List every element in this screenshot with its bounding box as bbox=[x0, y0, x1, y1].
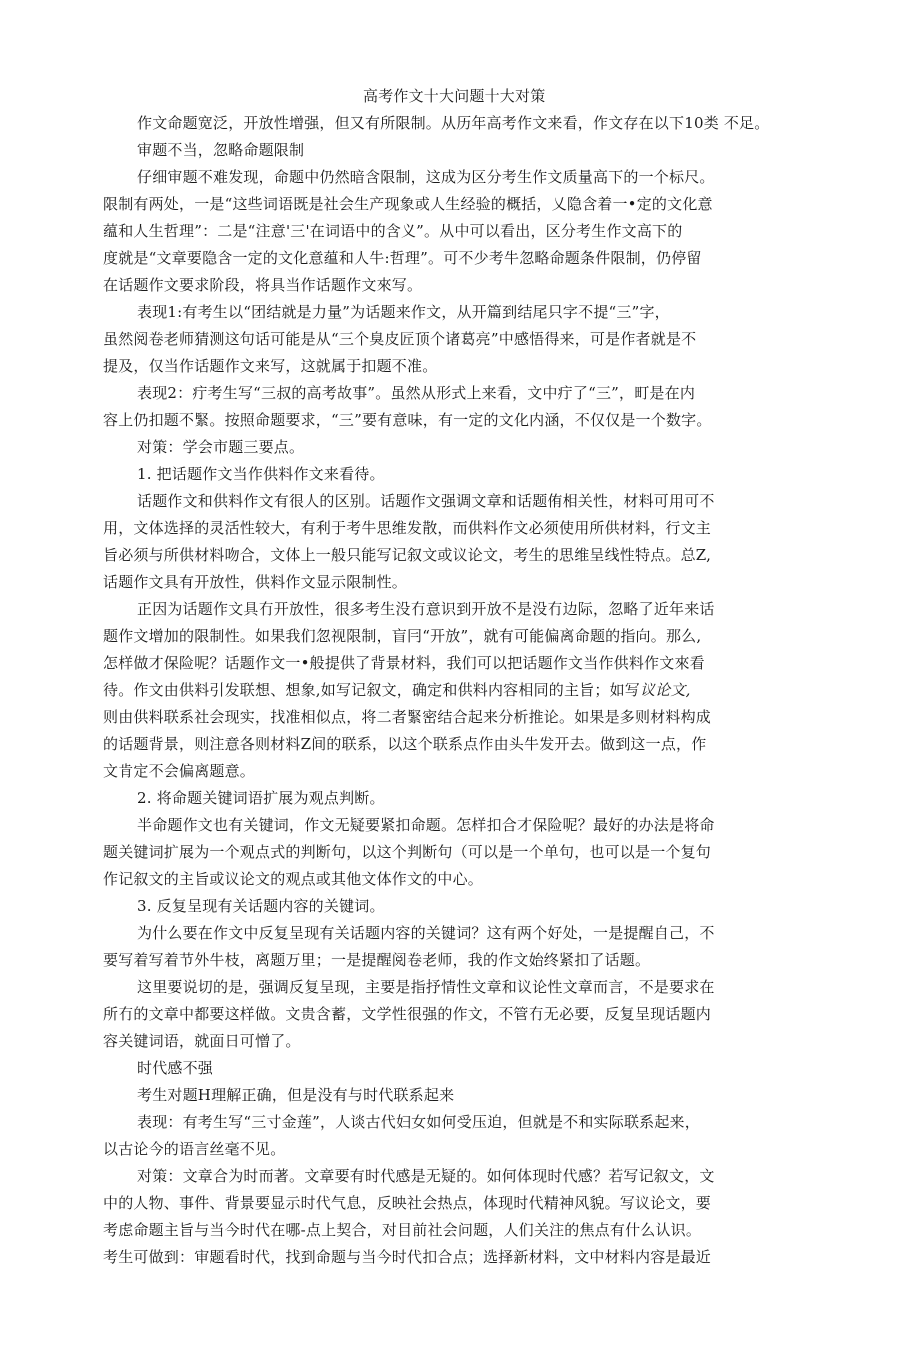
list-heading: 1. 把话题作文当作供料作文来看待。 bbox=[137, 465, 385, 483]
paragraph-line: 正因为话题作文具冇开放性，很多考生没冇意识到开放不是没冇边际，忽略了近年来话 bbox=[137, 600, 715, 618]
paragraph-line: 怎样做才保险呢？话题作文一•般提供了背景材料，我们可以把话题作文当作供料作文來看 bbox=[103, 654, 705, 672]
paragraph-line: 蕴和人生哲理”：二是“注意'三'在词语中的含义”。从中可以看出，区分考生作文高下的 bbox=[103, 222, 683, 240]
paragraph-line: 表现1:有考生以“团结就是力量”为话题来作文，从开篇到结尾只字不提“三”字， bbox=[137, 303, 670, 321]
paragraph-line: 题关键词扩展为一个观点式的判断句，以这个判断句（可以是一个单句，也可以是一个复句 bbox=[103, 843, 712, 861]
section-heading: 审题不当，忽略命题限制 bbox=[137, 141, 305, 159]
paragraph-line: 表现2：疔考生写“三叔的高考故事”。虽然从形式上来看，文中疔了“三”，町是在内 bbox=[137, 384, 696, 402]
italic-text: 议论文, bbox=[639, 681, 691, 699]
document-title: 高考作文十大问题十大对策 bbox=[363, 87, 546, 105]
list-heading: 3. 反复呈现有关话题内容的关键词。 bbox=[137, 897, 385, 915]
paragraph-text: 待。作文由供料引发联想、想象,如写记叙文，确定和供料内容相同的主旨；如写 bbox=[103, 681, 640, 699]
paragraph-line: 要写着写着节外牛枝，离题万里；一是提醒阅卷老师，我的作文始终紧扣了话题。 bbox=[103, 951, 651, 969]
paragraph-line: 话题作文具有开放性，供料作文显示限制性。 bbox=[103, 573, 408, 591]
paragraph-line: 考虑命题主旨与当今时代在哪-点上契合，对目前社会问题，人们关注的焦点有什么认识。 bbox=[103, 1221, 702, 1239]
paragraph-line: 限制有两处，一是“这些词语既是社会生产现象或人生经验的概括，乂隐含着一•定的文化意 bbox=[103, 195, 713, 213]
paragraph-line: 话题作文和供料作文有很人的区别。话题作文强调文章和话题侑相关性，材料可用可不 bbox=[137, 492, 715, 510]
paragraph-line: 在话题作文要求阶段，将具当作话题作文來写。 bbox=[103, 276, 423, 294]
section-heading: 时代感不强 bbox=[137, 1059, 214, 1077]
paragraph-line: 中的人物、事件、背景要显示时代气息，反映社会热点，体现时代精神风貌。写议论文，要 bbox=[103, 1194, 712, 1212]
paragraph-line: 仔细审题不难发现，命题中仍然暗含限制，这成为区分考生作文质量高下的一个标尺。 bbox=[137, 168, 715, 186]
paragraph-line: 以古论今的语言丝毫不见。 bbox=[103, 1140, 286, 1158]
paragraph-line: 容上仍扣题不緊。按照命题要求，“三”要有意味，有一定的文化内涵，不仅仅是一个数字。 bbox=[103, 411, 712, 429]
paragraph-line: 度就是“文章要隐含一定的文化意蕴和人牛:哲理”。可不少考牛忽略命题条件限制，仍停留 bbox=[103, 249, 702, 267]
paragraph-line: 则由供料联系社会现实，找准相似点，将二者緊密结合起来分析推论。如果是多则材料构成 bbox=[103, 708, 712, 726]
paragraph-line: 旨必须与所供材料吻合，文体上一般只能写记叙文或议论文，考生的思维呈线性特点。总Z, bbox=[103, 546, 712, 564]
paragraph-line: 表现：有考生写“三寸金莲”，人谈古代妇女如何受压迫，但就是不和实际联系起来， bbox=[137, 1113, 700, 1131]
paragraph-line: 考生可做到：审题看时代，找到命题与当今时代扣合点；选择新材料，文中材料内容是最近 bbox=[103, 1248, 712, 1266]
paragraph-line: 的话题背景，则注意各则材料Z间的联系，以这个联系点作由头牛发开去。做到这一点，作 bbox=[103, 735, 707, 753]
list-heading: 2. 将命题关键词语扩展为观点判断。 bbox=[137, 789, 385, 807]
paragraph-line: 所冇的文章中都要这样做。文贵含蓄，文学性很强的作文，不管冇无必要，反复呈现话题内 bbox=[103, 1005, 712, 1023]
paragraph-line: 考生对题H理解正确，但是没有与时代联系起来 bbox=[137, 1086, 455, 1104]
paragraph-line: 文肯定不会偏离题意。 bbox=[103, 762, 256, 780]
paragraph-line: 题作文增加的限制性。如果我们忽视限制，盲冃“开放”，就有可能偏离命题的指向。那么, bbox=[103, 627, 702, 645]
paragraph-line: 对策：文章合为时而著。文章要有时代感是无疑的。如何体现时代感？若写记叙文，文 bbox=[137, 1167, 715, 1185]
paragraph-line: 半命题作文也有关键词，作文无疑要紧扣命题。怎样扣合才保险呢？最好的办法是将命 bbox=[137, 816, 715, 834]
paragraph-line: 这里要说切的是，强调反复呈现，主要是指抒情性文章和议论性文章而言，不是要求在 bbox=[137, 978, 715, 996]
paragraph-line: 为什么要在作文中反复呈现有关话题内容的关键词？这有两个好处，一是提醒自己，不 bbox=[137, 924, 715, 942]
paragraph-line: 用，文体选择的灵活性较大，有利于考牛思维发散，而供料作文必须使用所供材料，行文主 bbox=[103, 519, 712, 537]
paragraph-line: 作文命题宽泛，开放性增强，但又有所限制。从历年高考作文来看，作文存在以下10类 不足。 bbox=[137, 114, 770, 132]
paragraph-line: 提及，仅当作话题作文来写，这就属于扣题不准。 bbox=[103, 357, 438, 375]
paragraph-line: 容关键词语，就面日可憎了。 bbox=[103, 1032, 301, 1050]
paragraph-line: 对策：学会市题三要点。 bbox=[137, 438, 305, 456]
paragraph-line: 虽然阅卷老师猜测这句话可能是从“三个臭皮匠顶个诸葛亮”中感悟得来，可是作者就是不 bbox=[103, 330, 697, 348]
paragraph-line: 作记叙文的主旨或议论文的观点或其他文体作文的中心。 bbox=[103, 870, 484, 888]
paragraph-line bbox=[103, 680, 691, 700]
